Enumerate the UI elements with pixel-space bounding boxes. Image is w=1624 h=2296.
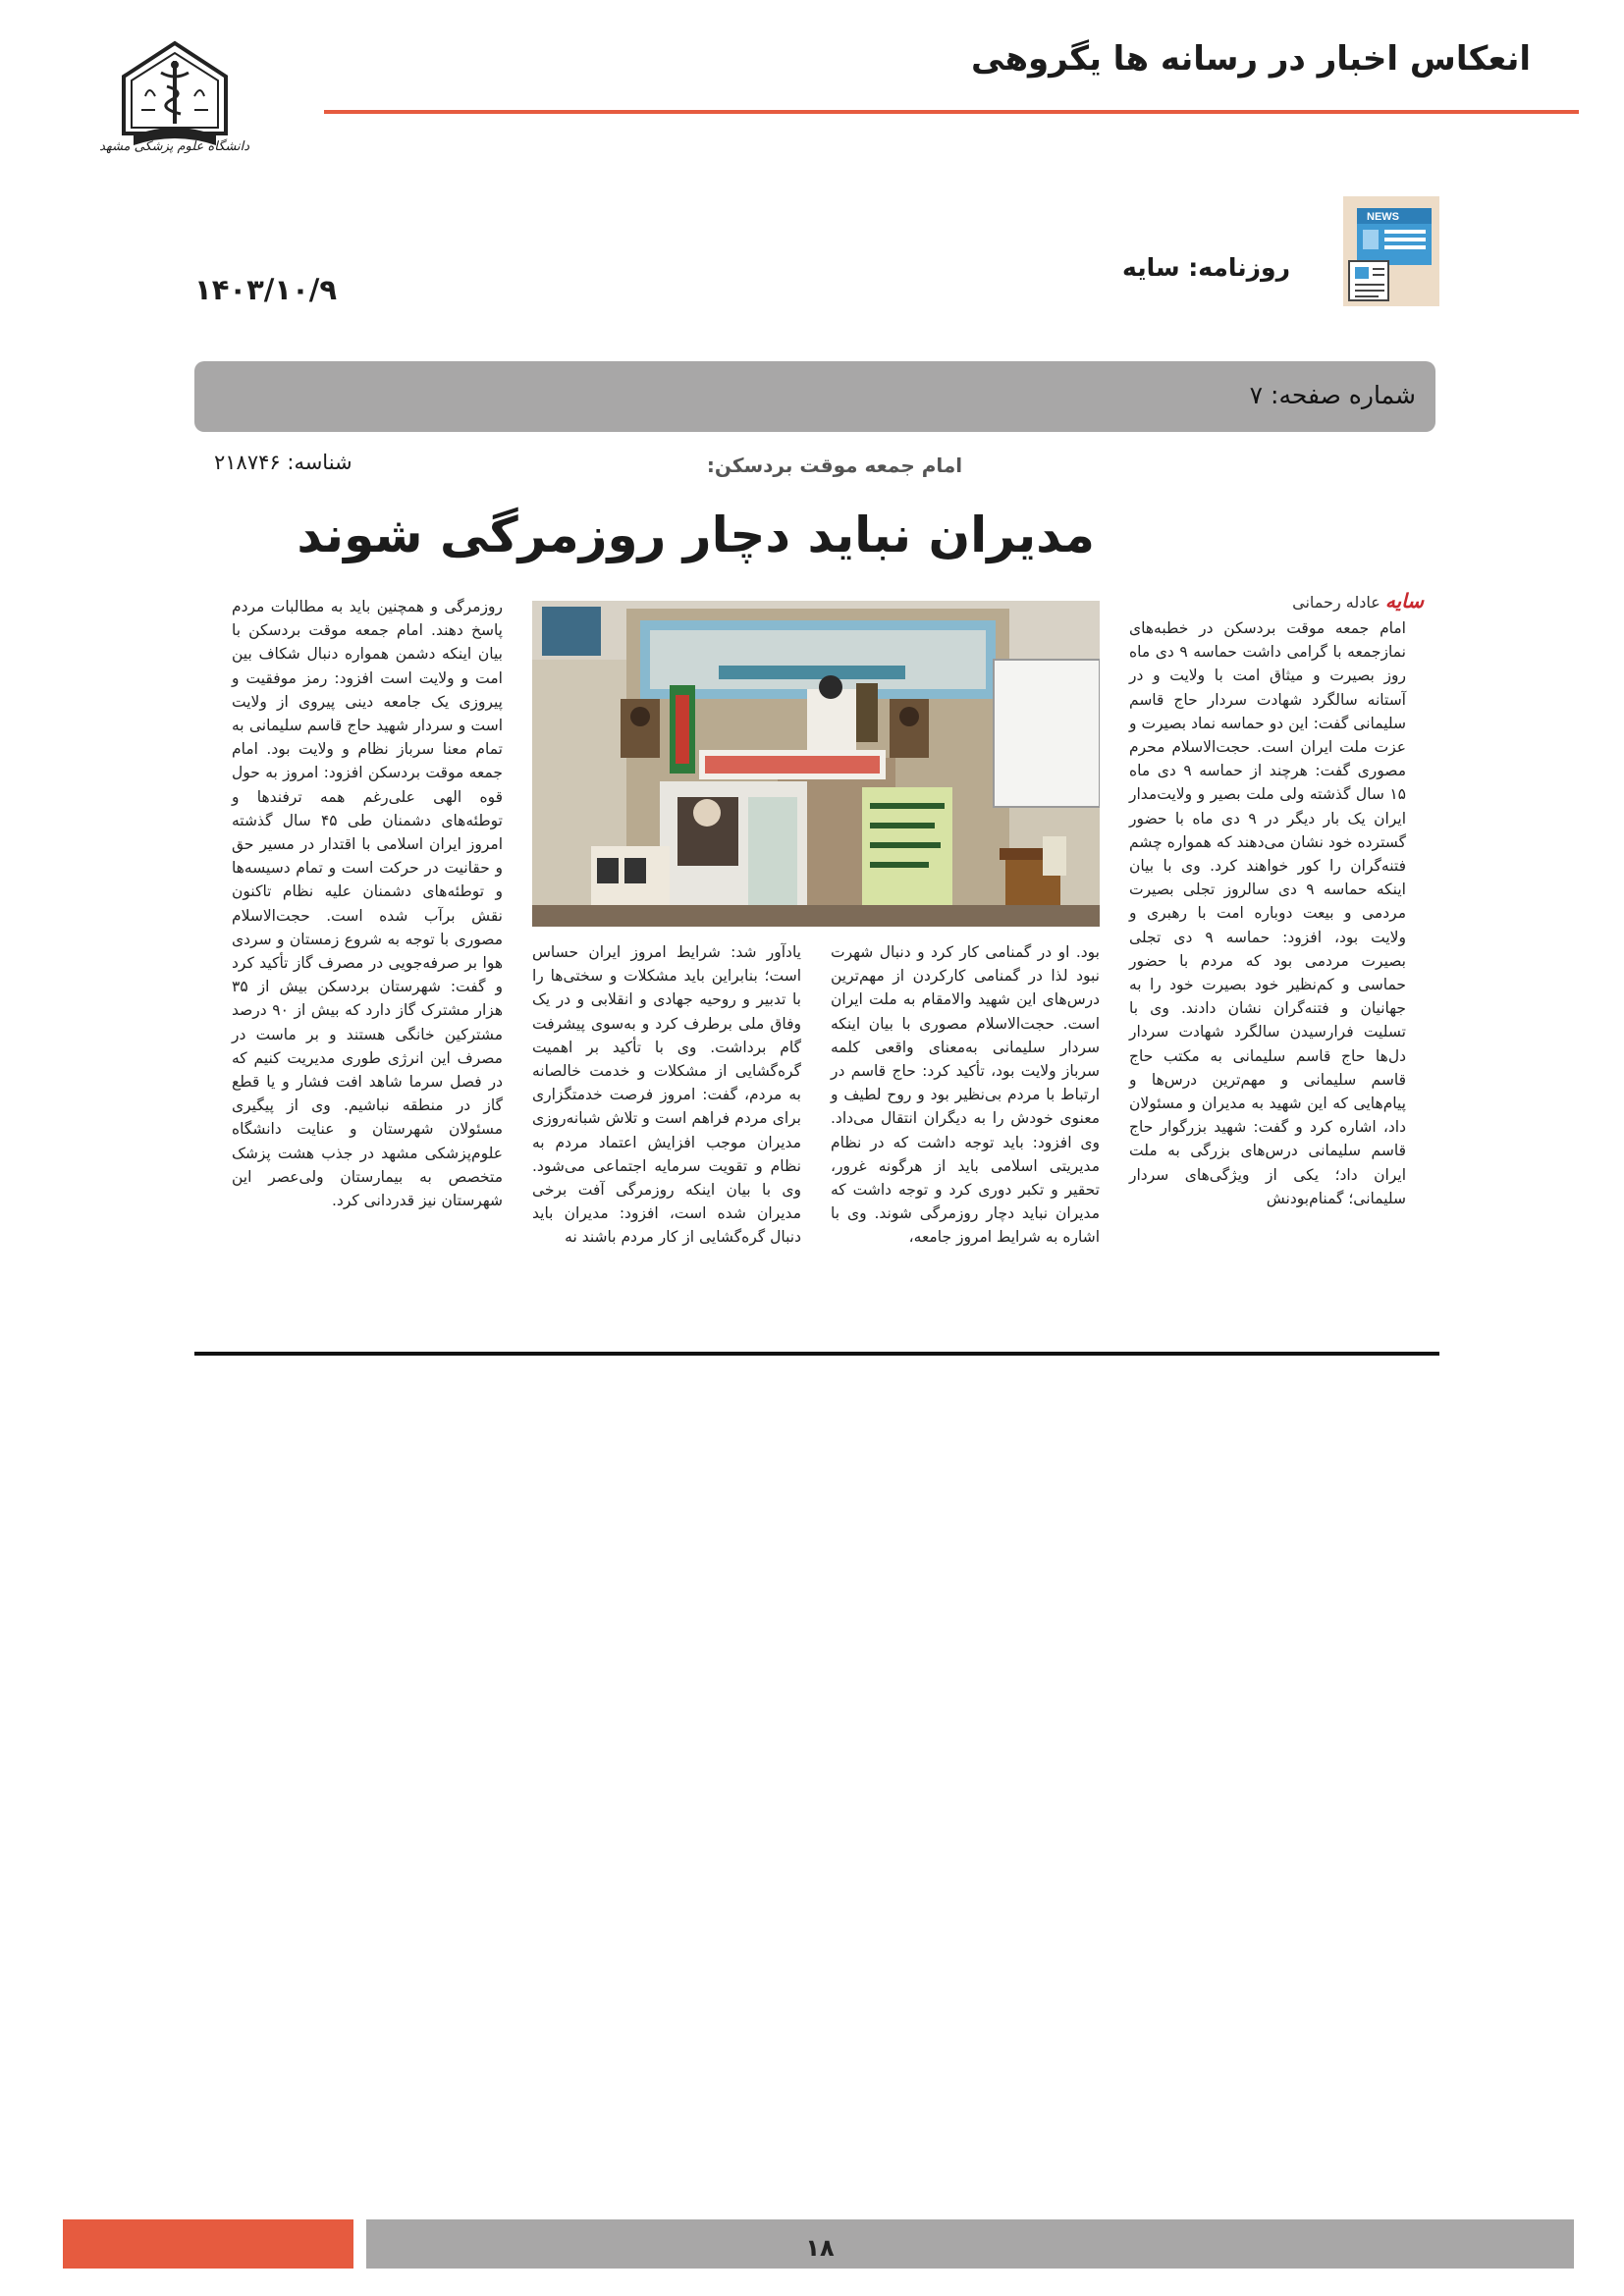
clip-id: شناسه: ۲۱۸۷۴۶ xyxy=(214,451,352,474)
publication-date: ۱۴۰۳/۱۰/۹ xyxy=(194,273,338,306)
newspaper-icon xyxy=(1343,196,1439,306)
article-end-rule xyxy=(194,1352,1439,1356)
article-column-2: بود. او در گمنامی کار کرد و دنبال شهرت نبود لذا در گمنامی کارکردن از مهم‌ترین درس‌های این شهید والامقام به ملت ایران است. حجت‌الاسلام مصوری با بیان اینکه سردار سلیمانی به‌معنای واقعی کلمه سرباز ولایت بود، تأکید کرد: حاج قاسم در ارتباط با مردم بی‌نظیر بود و روح لطیف و معنوی خودش را به دیگران انتقال می‌داد. وی افزود: باید توجه داشت که در نظام مدیریتی اسلامی باید از هرگونه غرور، تحقیر و تکبر دوری کرد و توجه داشت که مدیران نباید دچار روزمرگی شوند. وی با اشاره به شرایط امروز جامعه، xyxy=(831,943,1100,1247)
article-column-1: امام جمعه موقت بردسکن در خطبه‌های نمازجمعه با گرامی داشت حماسه ۹ دی ماه روز بصیرت و میثاق امت با ولایت و در آستانه سالگرد شهادت سردار حاج قاسم سلیمانی گفت: این دو حماسه نماد بصیرت و عزت ملت ایران است. حجت‌الاسلام محرم مصوری گفت: هرچند از حماسه ۹ دی ماه ۱۵ سال گذشته ولی ملت بصیر و ولایت‌مدار ایران یک بار دیگر در ۹ دی ماه با حضور گسترده خود نشان می‌دهند که همواره چشم فتنه‌گران را کور خواهند کرد. وی با بیان اینکه حماسه ۹ دی سالروز تجلی بصیرت مردمی و بیعت دوباره امت با رهبری و ولایت بود، افزود: حماسه ۹ دی تجلی بصیرت مردمی بود که مردم با حضور حماسی و کم‌نظیر خود بصیرت خود را به جهانیان و فتنه‌گران نشان دادند. وی با تسلیت فرارسیدن سالگرد شهادت سردار دل‌ها حاج قاسم سلیمانی به مکتب حاج قاسم سلیمانی و مهم‌ترین درس‌ها و پیام‌هایی که این شهید به مدیران و مسئولان داد، اشاره کرد و گفت: شهید بزرگوار حاج قاسم سلیمانی درس‌های بزرگی به ملت ایران داد؛ یکی از ویژگی‌های سردار سلیمانی؛ گمنام‌بودنش xyxy=(1129,619,1407,1207)
newspaper-name: روزنامه: سایه xyxy=(1122,253,1290,282)
footer-accent-bar xyxy=(63,2219,353,2269)
footer-bar xyxy=(366,2219,1574,2269)
report-title: انعکاس اخبار در رسانه ها یگروهی xyxy=(971,39,1531,79)
header-divider xyxy=(324,110,1579,114)
article-headline: مدیران نباید دچار روزمرگی شوند xyxy=(297,507,1095,563)
article-column-3: یادآور شد: شرایط امروز ایران حساس است؛ بنابراین باید مشکلات و سختی‌ها را با تدبیر و روحیه جهادی و انقلابی و در یک وفاق ملی برطرف کرد و به‌سوی پیشرفت گام برداشت. وی با تأکید بر اهمیت گره‌گشایی از مشکلات و خدمت خالصانه به مردم، گفت: امروز فرصت خدمتگزاری برای مردم فراهم است و تلاش شبانه‌روزی مدیران موجب افزایش اعتماد مردم به نظام و تقویت سرمایه اجتماعی می‌شود. وی با بیان اینکه روزمرگی آفت برخی مدیران شده است، افزود: مدیران باید دنبال گره‌گشایی از کار مردم باشند نه xyxy=(532,943,801,1247)
svg-text:NEWS: NEWS xyxy=(1367,211,1399,223)
byline-author: عادله رحمانی xyxy=(1292,593,1380,612)
article-column-4: روزمرگی و همچنین باید به مطالبات مردم پاسخ دهند. امام جمعه موقت بردسکن با بیان اینکه دشمن همواره دنبال شکاف بین امت و ولایت است افزود: رمز موفقیت و پیروزی یک جامعه دینی پیروی از ولایت است و سردار شهید حاج قاسم سلیمانی به تمام معنا سرباز نظام و ولایت بود. امام جمعه موقت بردسکن افزود: امروز به حول قوه الهی علی‌رغم همه ترفندها و توطئه‌های دشمنان طی ۴۵ سال گذشته امروز ایران اسلامی با اقتدار در مسیر حق و حقانیت در حرکت است و تمام دسیسه‌ها و توطئه‌های دشمنان علیه نظام تاکنون نقش برآب شده است. حجت‌الاسلام مصوری با توجه به شروع زمستان و سردی هوا بر صرفه‌جویی در مصرف گاز تأکید کرد و گفت: شهرستان بردسکن بیش از ۳۵ هزار مشترک گاز دارد که بیش از ۹۰ درصد مشترکین خانگی هستند و بر ماست در مصرف این انرژی طوری مدیریت کنیم که در فصل سرما شاهد افت فشار و یا قطع گاز در منطقه نباشیم. وی از پیگیری مسئولان شهرستان و عنایت دانشگاه علوم‌پزشکی مشهد در جذب هشت پزشک متخصص به بیمارستان ولی‌عصر این شهرستان نیز قدردانی کرد. xyxy=(232,598,503,1210)
byline-brand: سایه xyxy=(1384,589,1424,613)
article-byline xyxy=(1247,589,1424,613)
article-kicker: امام جمعه موقت بردسکن: xyxy=(706,454,963,477)
page-number: ۱۸ xyxy=(805,2234,835,2262)
article-photo xyxy=(532,601,1100,927)
page-number-label: شماره صفحه: ۷ xyxy=(1249,381,1416,409)
logo-caption: دانشگاه علوم پزشکی مشهد xyxy=(99,139,249,154)
